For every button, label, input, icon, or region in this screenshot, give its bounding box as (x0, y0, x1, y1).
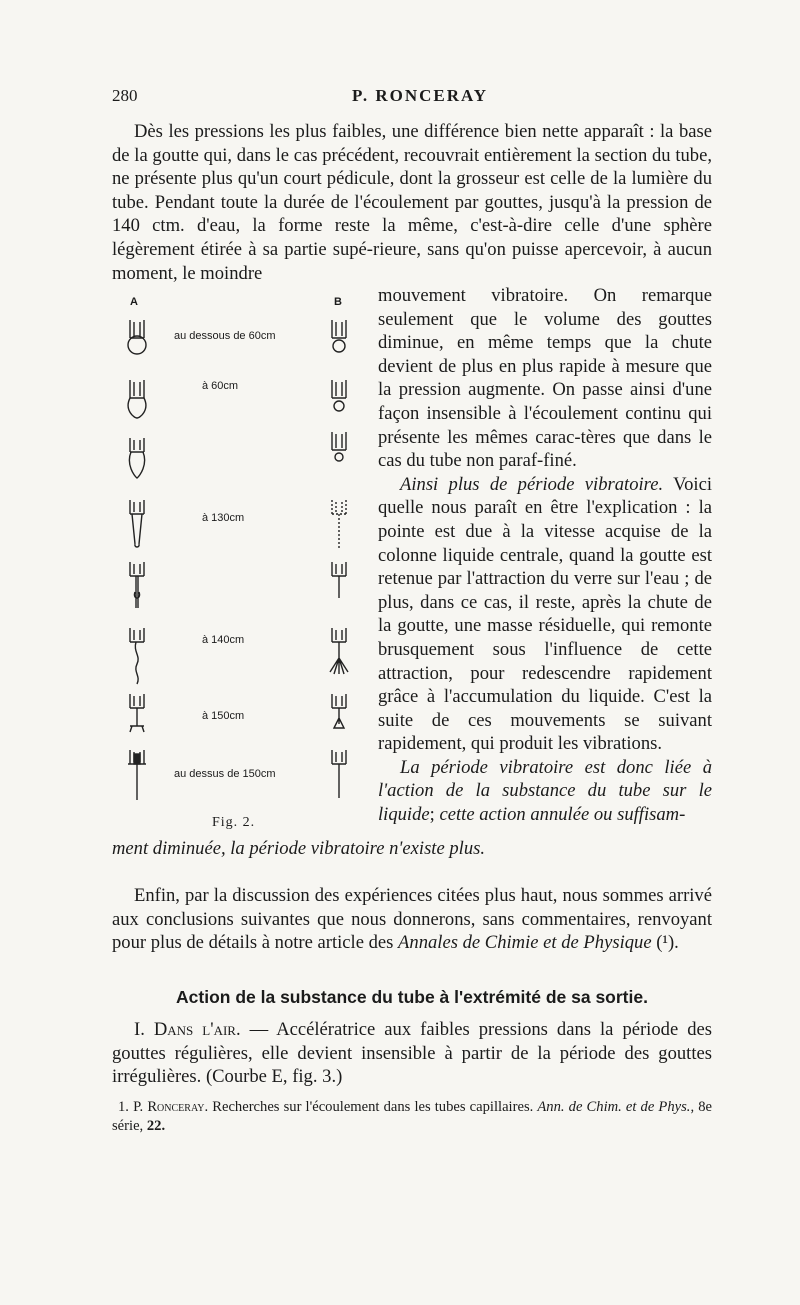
tube-b-7 (332, 694, 346, 728)
tube-b-6 (330, 628, 348, 674)
tube-b-2 (332, 380, 346, 411)
wrapped-text-1: mouvement vibratoire. On remarque seulement que le volume des gouttes diminue, en même temps que la chute devient de plus en plus rapide à mesure que la pression augmente. On passe ainsi d'une façon insensible à l'écoulement continu qui présente les mêmes carac-tères que dans le cas du tube non paraf-finé. (378, 285, 712, 472)
figure-label-3: à 130cm (202, 512, 245, 524)
tube-b-8 (332, 750, 346, 798)
wrapped-text-3-mid: ; (429, 804, 440, 826)
figure-label-5: à 150cm (202, 710, 245, 722)
paragraph-enfin (112, 884, 712, 955)
footnote-author: P. Ronceray. (133, 1099, 209, 1115)
wrapped-text-3-italic-a: La période vibratoire est donc liée à l'action de la substance du tube sur le liquide (378, 756, 712, 826)
footnote-series: , 8e série, (112, 1099, 712, 1134)
paragraph-1-text: Dès les pressions les plus faibles, une différence bien nette apparaît : la base de la goutte qui, dans le cas précédent, recouvrait entièrement la section du tube, ne présente plus qu'un court pédicule, dont la grosseur est celle de la lumière du tube. Pendant toute la durée de l'écoulement par gouttes, jusqu'à la pression de 140 ctm. d'eau, la forme reste la même, c'est-à-dire celle d'une sphère légèrement étirée à sa partie supé-rieure, sans qu'on puisse apercevoir, à aucun moment, le moindre (112, 121, 712, 284)
figure-label-2: à 60cm (202, 380, 239, 392)
wrapped-column (378, 284, 712, 827)
tube-b-4 (332, 500, 346, 550)
enfin-journal: Annales de Chimie et de Physique (398, 932, 652, 954)
wrapped-text-3 (378, 756, 712, 827)
figure-label-1: au dessous de 60cm (174, 330, 276, 342)
tube-a-7 (130, 694, 144, 732)
tube-a-8 (128, 750, 146, 800)
enfin-footnote-ref: (¹). (651, 932, 679, 954)
enfin-text: Enfin, par la discussion des expériences citées plus haut, nous sommes arrivé aux conclusions suivantes que nous donnerons, sans commentaires, renvoyant pour plus de détails à notre article des (112, 885, 712, 954)
tube-b-3 (332, 432, 346, 461)
paragraph-air (112, 1018, 712, 1089)
figure-label-4: à 140cm (202, 634, 245, 646)
footnote-journal: Ann. de Chim. et de Phys. (537, 1099, 691, 1115)
footnote-number: 1. (118, 1099, 129, 1115)
tube-a-5 (130, 562, 144, 608)
figure-caption: Fig. 2. (212, 815, 256, 830)
figure-column-b-label: B (334, 296, 342, 308)
page-header (112, 86, 712, 110)
after-figure-text: ment diminuée, la période vibratoire n'existe plus. (112, 838, 486, 859)
paragraph-1 (112, 120, 712, 285)
tube-a-4 (130, 500, 144, 547)
running-head: P. RONCERAY (352, 86, 488, 105)
footnote (112, 1098, 712, 1136)
air-lead: I. Dans l'air. (134, 1019, 241, 1040)
air-text: — Accélératrice aux faibles pressions dans la période des gouttes régulières, elle devient insensible à partir de la période des gouttes irrégulières. (Courbe E, fig. 3.) (112, 1019, 712, 1088)
tube-a-6 (130, 628, 144, 684)
footnote-text: Recherches sur l'écoulement dans les tubes capillaires. (208, 1099, 538, 1115)
figure-label-6: au dessus de 150cm (174, 768, 276, 780)
paragraph-after-figure (112, 837, 712, 861)
figure-2 (112, 290, 370, 835)
tube-a-2 (128, 380, 146, 418)
footnote-volume: 22. (146, 1118, 166, 1134)
wrapped-text-2-italic: Ainsi plus de période vibratoire. (400, 473, 664, 495)
figure-column-a-label: A (130, 296, 138, 308)
tube-a-1 (128, 320, 146, 354)
tube-b-1 (332, 320, 346, 352)
tube-a-3 (129, 438, 144, 478)
wrapped-text-2 (378, 473, 712, 756)
wrapped-text-2-body: Voici quelle nous paraît en être l'explication : la pointe est due à la vitesse acquise de la colonne liquide centrale, quand la goutte est retenue par l'attraction du verre sur l'eau ; de plus, dans ce cas, il reste, après la chute de la goutte, une masse résiduelle, qui remonte brusquement sous l'influence de cette attraction, pour redescendre rapidement grâce à l'accumulation du liquide. C'est la suite de ces mouvements se suivant rapidement, qui produit les vibrations. (378, 473, 712, 755)
figure-drawings (112, 290, 370, 810)
section-heading: Action de la substance du tube à l'extrémité de sa sortie. (176, 987, 648, 1007)
page-number: 280 (112, 86, 138, 105)
wrapped-text-3-italic-b: cette action annulée ou suffisam- (439, 804, 686, 826)
tube-b-5 (332, 562, 346, 598)
